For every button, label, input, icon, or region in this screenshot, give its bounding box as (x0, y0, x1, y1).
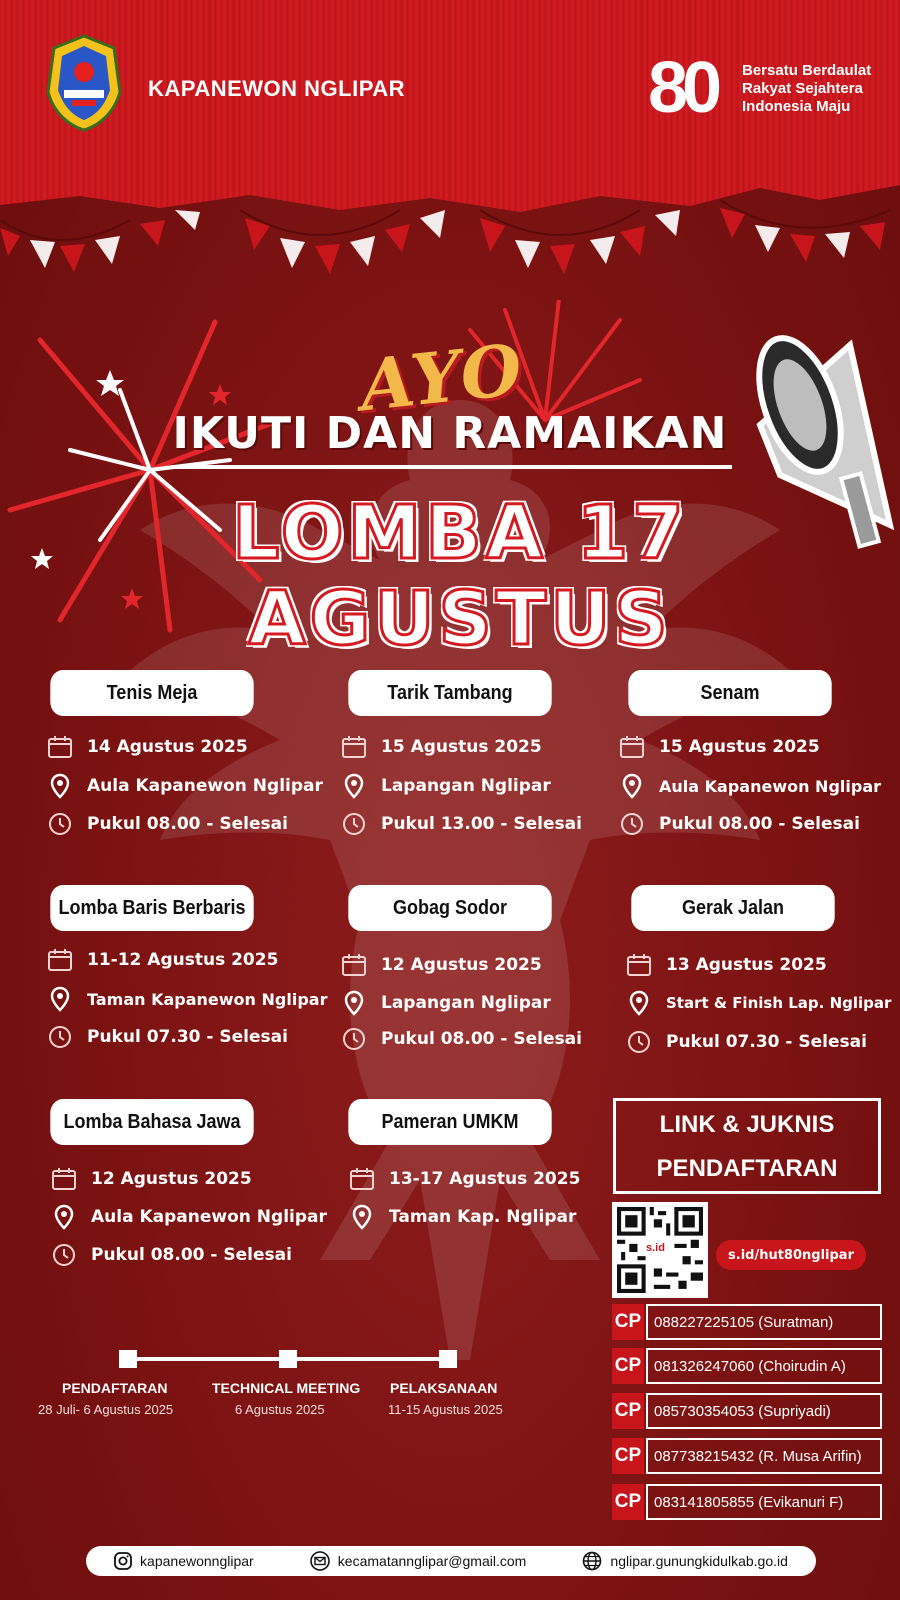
calendar-icon (349, 1166, 375, 1192)
calendar-icon (626, 952, 652, 978)
event-name: Gerak Jalan (631, 885, 834, 931)
event-date-row (341, 734, 542, 760)
footer-email[interactable] (310, 1551, 527, 1571)
event-name: Lomba Baris Berbaris (50, 885, 253, 931)
event-time-row (341, 811, 582, 837)
event-name: Lomba Bahasa Jawa (50, 1099, 253, 1145)
registration-qr-code[interactable] (612, 1202, 708, 1298)
headline-underline (172, 465, 732, 469)
event-time: Pukul 13.00 - Selesai (381, 814, 582, 834)
map-pin-icon (349, 1204, 375, 1230)
event-date-row (626, 952, 827, 978)
contact-person-4[interactable] (612, 1438, 882, 1474)
calendar-icon (51, 1166, 77, 1192)
event-date-row (619, 734, 820, 760)
timeline-marker (119, 1350, 137, 1368)
org-name: KAPANEWON NGLIPAR (148, 76, 406, 101)
event-location: Lapangan Nglipar (381, 776, 551, 796)
footer-website[interactable] (582, 1551, 787, 1571)
registration-link-box (613, 1098, 881, 1194)
clock-icon (341, 811, 367, 837)
map-pin-icon (341, 990, 367, 1016)
event-time: Pukul 07.30 - Selesai (666, 1032, 867, 1052)
event-name: Pameran UMKM (348, 1099, 551, 1145)
event-name: Tenis Meja (50, 670, 253, 716)
event-date-row (47, 947, 278, 973)
event-location: Taman Kapanewon Nglipar (87, 989, 328, 1009)
timeline-date-pelaksanaan: 11-15 Agustus 2025 (388, 1402, 503, 1417)
timeline-date-pendaftaran: 28 Juli- 6 Agustus 2025 (38, 1402, 174, 1417)
timeline-label-pendaftaran: PENDAFTARAN (62, 1380, 168, 1396)
event-time-row (47, 811, 288, 837)
cp-number: 087738215432 (R. Musa Arifin) (646, 1438, 882, 1474)
event-location: Aula Kapanewon Nglipar (87, 776, 323, 796)
event-time: Pukul 08.00 - Selesai (91, 1245, 292, 1265)
cp-number: 083141805855 (Evikanuri F) (646, 1484, 882, 1520)
headline: IKUTI DAN RAMAIKAN (172, 408, 728, 459)
event-date: 13-17 Agustus 2025 (389, 1169, 581, 1189)
cp-number: 088227225105 (Suratman) (646, 1304, 882, 1340)
cp-number: 085730354053 (Supriyadi) (646, 1393, 882, 1429)
tagline-line-3: Indonesia Maju (742, 98, 851, 115)
event-date: 11-12 Agustus 2025 (87, 950, 279, 970)
contact-person-3[interactable] (612, 1393, 882, 1429)
clock-icon (341, 1026, 367, 1052)
event-date-row (47, 734, 248, 760)
event-date: 12 Agustus 2025 (91, 1169, 252, 1189)
clock-icon (47, 1024, 73, 1050)
map-pin-icon (619, 773, 645, 799)
map-pin-icon (51, 1204, 77, 1230)
ayo-script: AYO (356, 327, 526, 428)
map-pin-icon (626, 990, 652, 1016)
anniversary-tagline (742, 62, 871, 116)
timeline-marker (439, 1350, 457, 1368)
event-location: Start & Finish Lap. Nglipar (666, 994, 892, 1012)
event-location-row (51, 1204, 327, 1230)
event-location: Aula Kapanewon Nglipar (659, 776, 881, 796)
event-location: Lapangan Nglipar (381, 993, 551, 1013)
email-icon (310, 1551, 330, 1571)
timeline-marker (279, 1350, 297, 1368)
event-date: 13 Agustus 2025 (666, 955, 827, 975)
registration-title-2: PENDAFTARAN (656, 1155, 838, 1182)
website-url: nglipar.gunungkidulkab.go.id (610, 1553, 788, 1569)
event-location-row (47, 986, 327, 1012)
qr-center-label: s.id (646, 1242, 665, 1254)
map-pin-icon (47, 773, 73, 799)
event-time-row (626, 1029, 867, 1055)
timeline-label-technical-meeting: TECHNICAL MEETING (212, 1380, 361, 1396)
event-time: Pukul 08.00 - Selesai (381, 1029, 582, 1049)
regency-logo (44, 32, 124, 132)
registration-title-1: LINK & JUKNIS (659, 1111, 835, 1138)
calendar-icon (619, 734, 645, 760)
event-date-row (349, 1166, 580, 1192)
clock-icon (619, 811, 645, 837)
clock-icon (51, 1242, 77, 1268)
event-location-row (341, 990, 551, 1016)
event-time-row (341, 1026, 582, 1052)
footer-contact-bar (86, 1546, 816, 1576)
event-location-row (341, 773, 551, 799)
event-date: 14 Agustus 2025 (87, 737, 248, 757)
event-location-row (626, 990, 891, 1016)
footer-instagram[interactable] (114, 1552, 254, 1570)
event-location: Aula Kapanewon Nglipar (91, 1207, 327, 1227)
email-address: kecamatannglipar@gmail.com (337, 1553, 527, 1569)
event-name: Senam (628, 670, 831, 716)
event-time: Pukul 08.00 - Selesai (659, 814, 860, 834)
cp-tag: CP (612, 1438, 644, 1474)
cp-tag: CP (612, 1393, 644, 1429)
event-time: Pukul 07.30 - Selesai (87, 1027, 288, 1047)
event-date: 15 Agustus 2025 (381, 737, 542, 757)
event-date: 12 Agustus 2025 (381, 955, 542, 975)
schedule-timeline (40, 1350, 540, 1430)
event-time: Pukul 08.00 - Selesai (87, 814, 288, 834)
event-time-row (51, 1242, 292, 1268)
event-location-row (349, 1204, 576, 1230)
main-title: LOMBA 17 AGUSTUS (232, 490, 688, 662)
cp-number: 081326247060 (Choirudin A) (646, 1348, 882, 1384)
calendar-icon (47, 947, 73, 973)
event-date-row (341, 952, 542, 978)
event-name: Tarik Tambang (348, 670, 551, 716)
globe-icon (582, 1551, 602, 1571)
event-location-row (47, 773, 323, 799)
bunting-decoration (0, 180, 900, 290)
tagline-line-1: Bersatu Berdaulat (742, 62, 872, 79)
contact-person-5[interactable] (612, 1484, 882, 1520)
event-location-row (619, 773, 881, 799)
event-date-row (51, 1166, 252, 1192)
cp-tag: CP (612, 1348, 644, 1384)
tagline-line-2: Rakyat Sejahtera (742, 80, 863, 97)
event-time-row (47, 1024, 288, 1050)
map-pin-icon (341, 773, 367, 799)
event-location: Taman Kap. Nglipar (389, 1207, 577, 1227)
calendar-icon (341, 734, 367, 760)
instagram-handle: kapanewonnglipar (140, 1553, 254, 1569)
event-date: 15 Agustus 2025 (659, 737, 820, 757)
contact-person-2[interactable] (612, 1348, 882, 1384)
event-name: Gobag Sodor (348, 885, 551, 931)
map-pin-icon (47, 986, 73, 1012)
clock-icon (47, 811, 73, 837)
contact-person-1[interactable] (612, 1304, 882, 1340)
cp-tag: CP (612, 1304, 644, 1340)
registration-short-link[interactable]: s.id/hut80nglipar (716, 1240, 866, 1270)
calendar-icon (341, 952, 367, 978)
clock-icon (626, 1029, 652, 1055)
calendar-icon (47, 734, 73, 760)
anniversary-80-logo: 80 (648, 48, 717, 128)
instagram-icon (114, 1552, 132, 1570)
cp-tag: CP (612, 1484, 644, 1520)
timeline-date-technical-meeting: 6 Agustus 2025 (235, 1402, 325, 1417)
timeline-label-pelaksanaan: PELAKSANAAN (390, 1380, 498, 1396)
event-time-row (619, 811, 860, 837)
